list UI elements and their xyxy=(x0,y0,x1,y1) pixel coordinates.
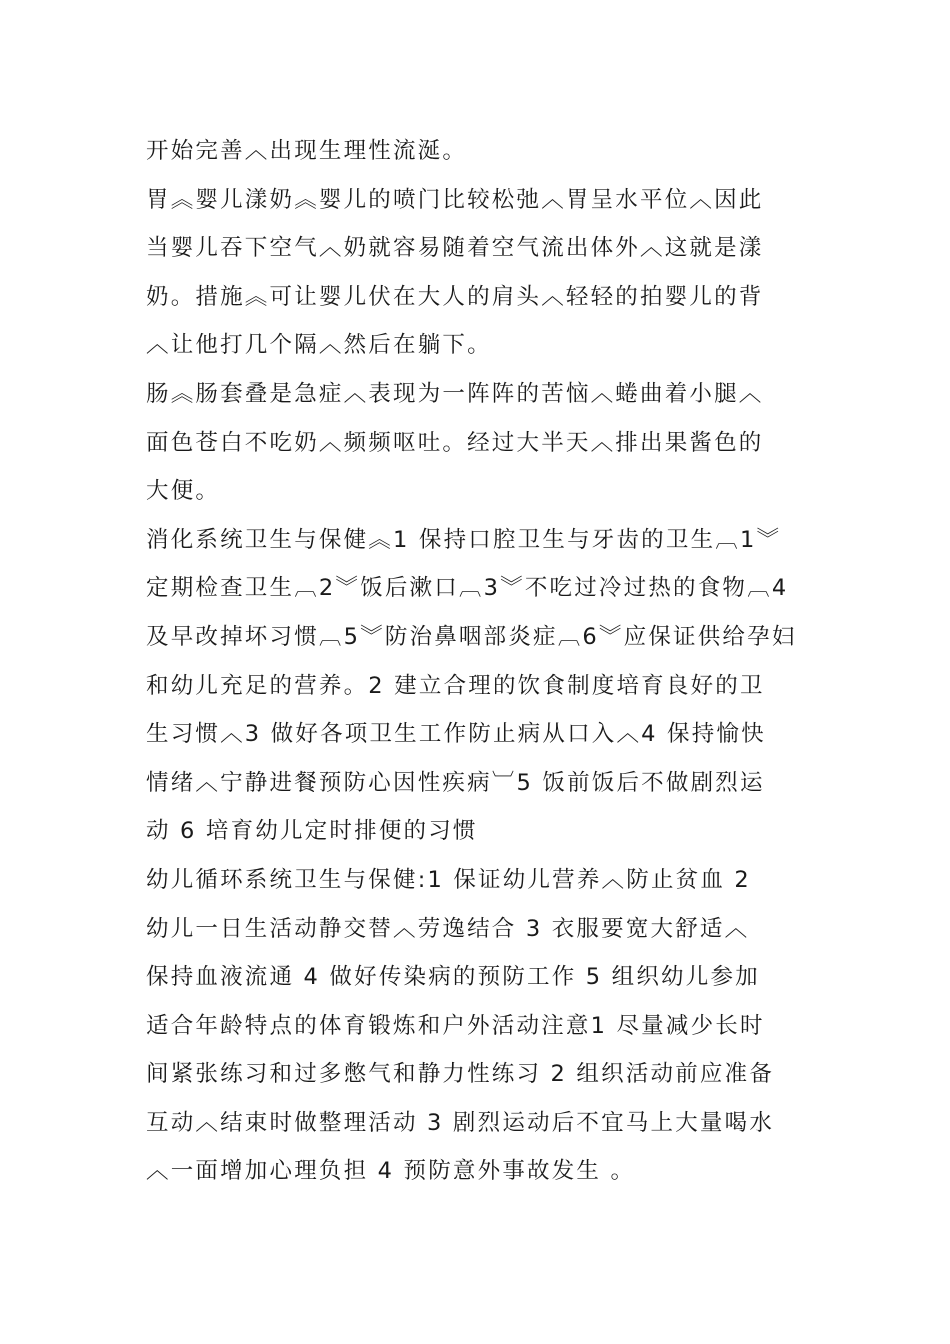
text-line: 肠︽肠套叠是急症︿表现为一阵阵的苦恼︿蜷曲着小腿︿ xyxy=(146,380,764,407)
text-line: 生习惯︿3 做好各项卫生工作防止病从口入︿4 保持愉快 xyxy=(146,721,766,748)
text-line: 面色苍白不吃奶︿频频呕吐。经过大半天︿排出果酱色的 xyxy=(146,429,764,456)
text-line: ︿一面增加心理负担 4 预防意外事故发生 。 xyxy=(146,1158,636,1185)
text-line: 幼儿循环系统卫生与保健:1 保证幼儿营养︿防止贫血 2 xyxy=(146,866,751,893)
text-line: 适合年龄特点的体育锻炼和户外活动注意1 尽量减少长时 xyxy=(146,1012,765,1039)
text-line: 消化系统卫生与保健︽1 保持口腔卫生与牙齿的卫生︹1︾ xyxy=(146,526,782,553)
text-line: 当婴儿吞下空气︿奶就容易随着空气流出体外︿这就是漾 xyxy=(146,235,764,262)
text-line: 胃︽婴儿漾奶︽婴儿的喷门比较松弛︿胃呈水平位︿因此 xyxy=(146,186,764,213)
text-line: 及早改掉坏习惯︹5︾防治鼻咽部炎症︹6︾应保证供给孕妇 xyxy=(146,623,797,650)
text-line: ︿让他打几个隔︿然后在躺下。 xyxy=(146,332,492,359)
text-line: 和幼儿充足的营养。2 建立合理的饮食制度培育良好的卫 xyxy=(146,672,765,699)
text-line: 定期检查卫生︹2︾饭后漱口︹3︾不吃过冷过热的食物︹4 xyxy=(146,575,789,602)
text-line: 情绪︿宁静进餐预防心因性疾病︺5 饭前饭后不做剧烈运 xyxy=(146,769,765,796)
text-line: 大便。 xyxy=(146,478,221,505)
document-page xyxy=(146,127,816,1196)
text-line: 奶。措施︽可让婴儿伏在大人的肩头︿轻轻的拍婴儿的背 xyxy=(146,283,764,310)
text-line: 开始完善︿出现生理性流涎。 xyxy=(146,138,468,164)
text-line: 间紧张练习和过多憋气和静力性练习 2 组织活动前应准备 xyxy=(146,1061,775,1088)
text-line: 互动︿结束时做整理活动 3 剧烈运动后不宜马上大量喝水 xyxy=(146,1109,775,1136)
text-line: 保持血液流通 4 做好传染病的预防工作 5 组织幼儿参加 xyxy=(146,964,760,991)
text-line: 幼儿一日生活动静交替︿劳逸结合 3 衣服要宽大舒适︿ xyxy=(146,915,750,942)
text-line: 动 6 培育幼儿定时排便的习惯 xyxy=(146,818,478,845)
